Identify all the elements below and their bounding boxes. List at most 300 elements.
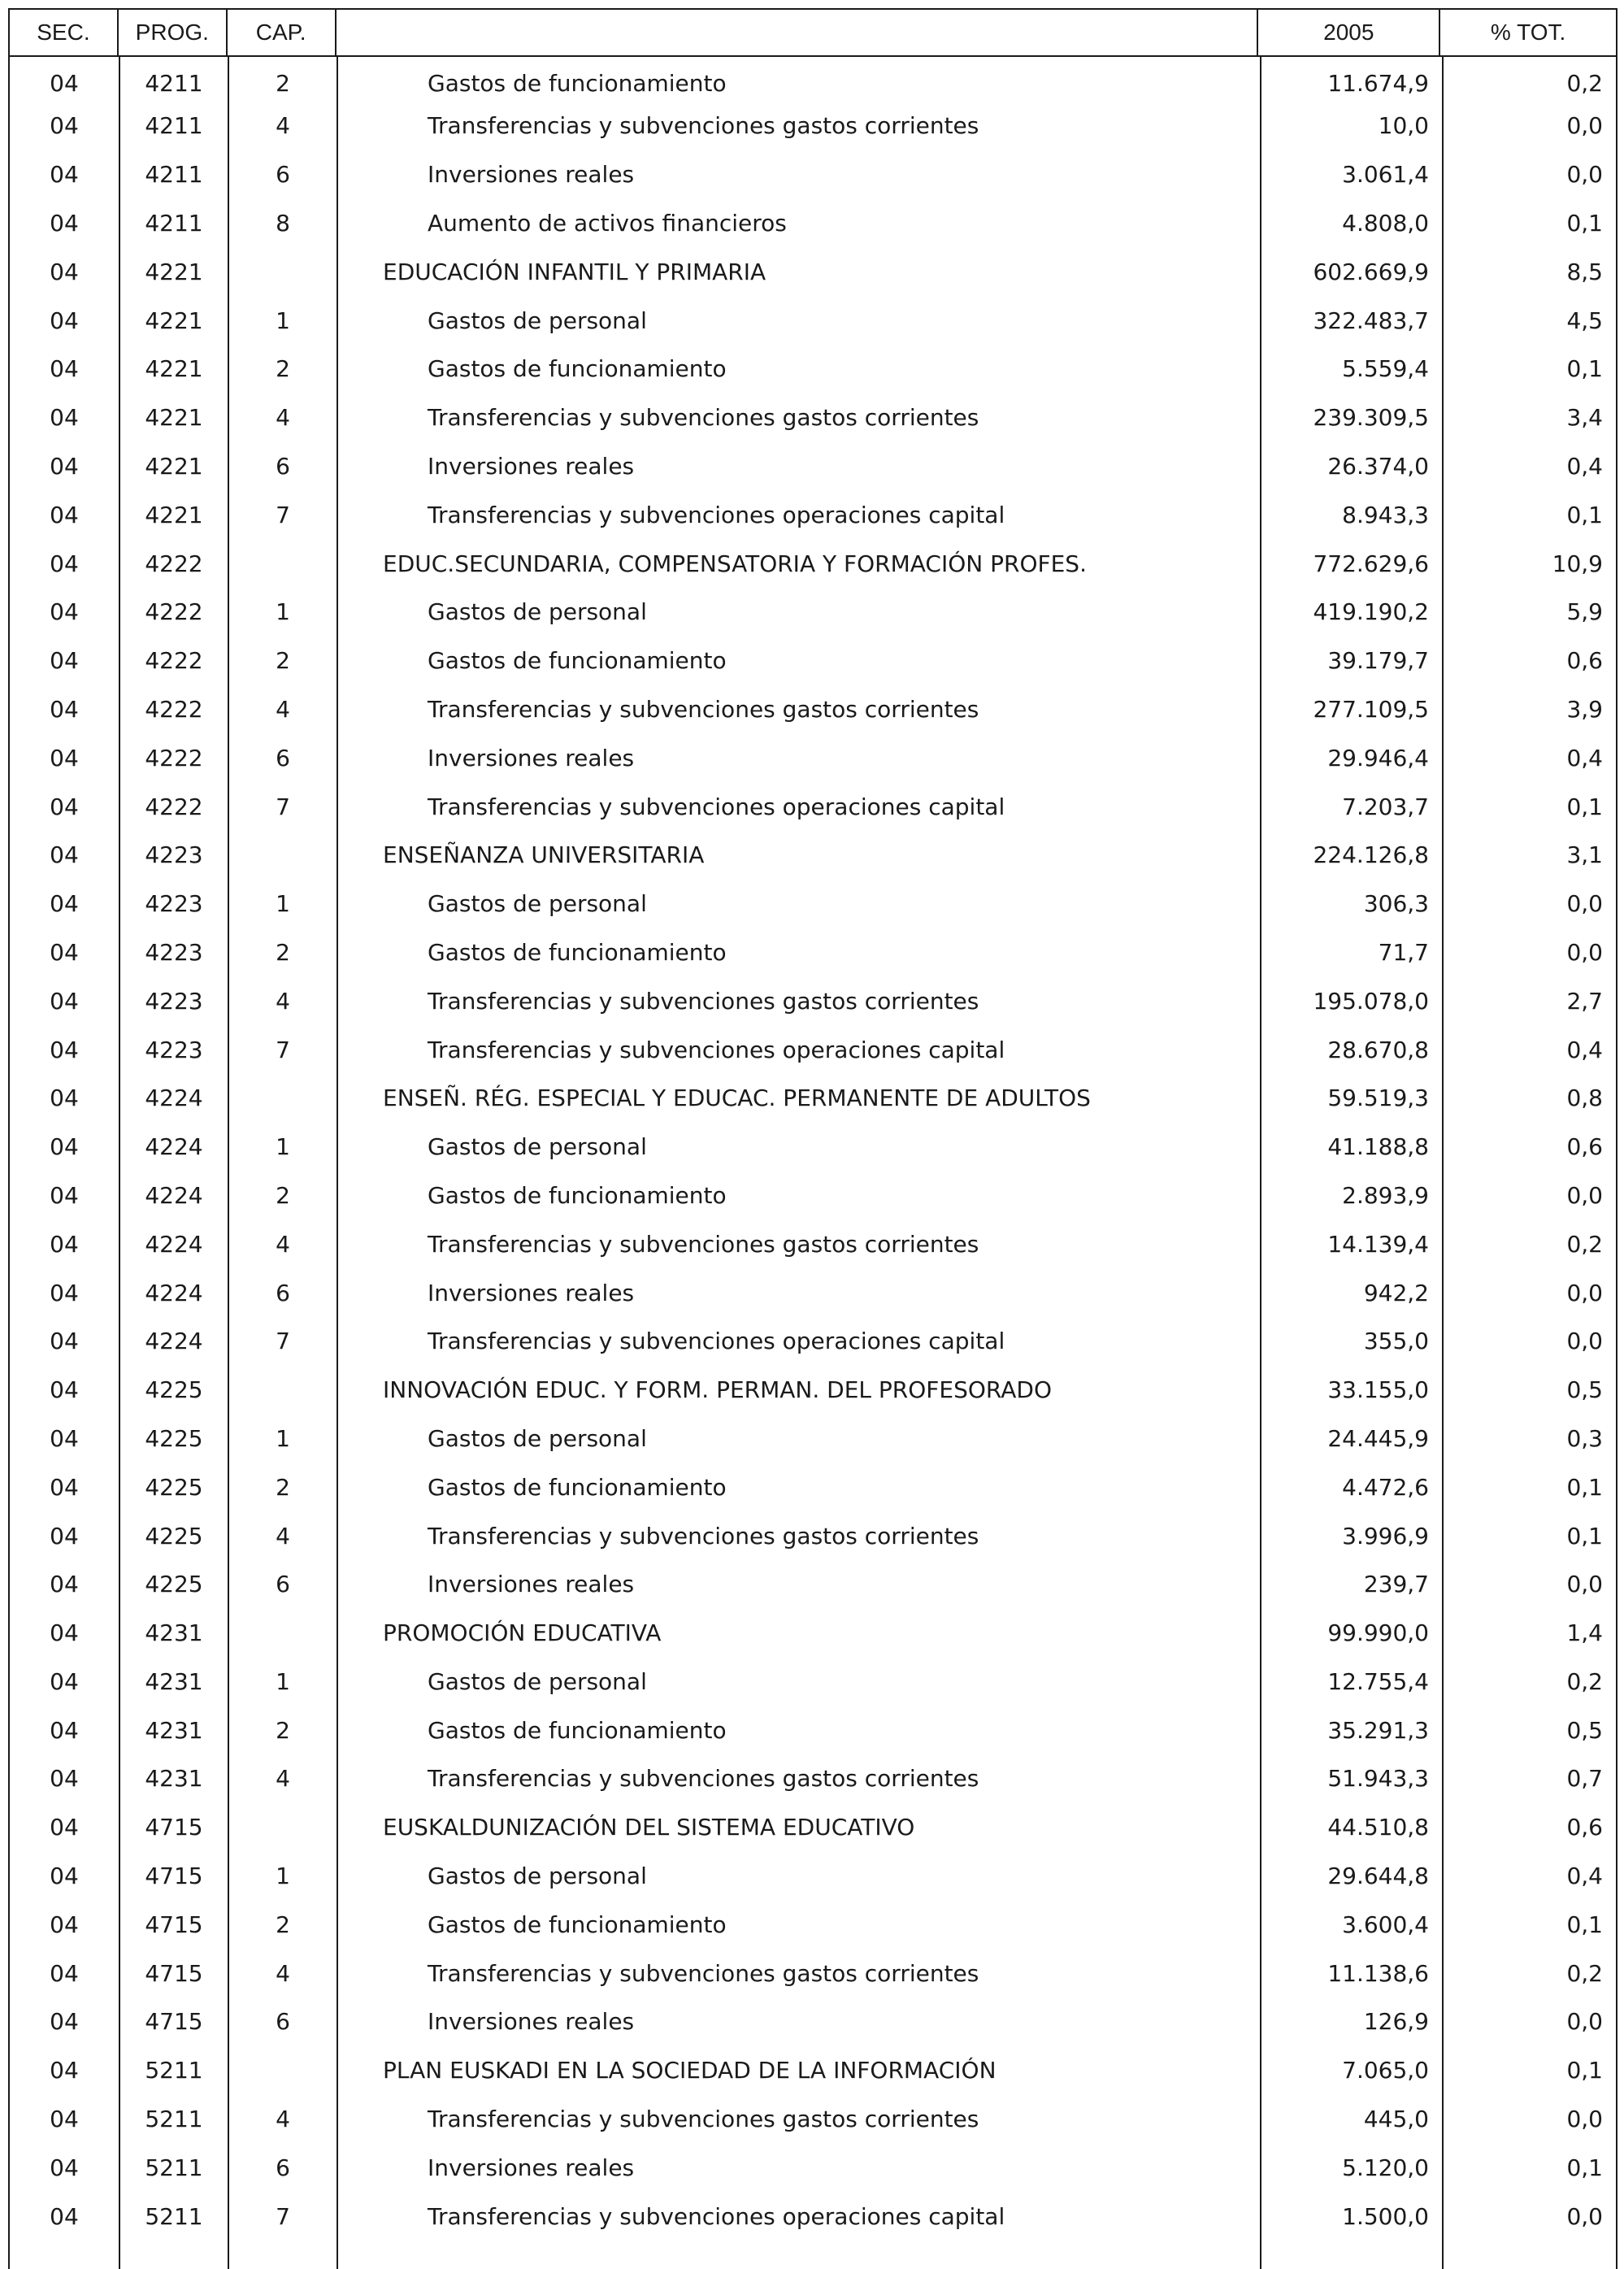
table-row [8, 1458, 1617, 1507]
cell-description [337, 1167, 1260, 1216]
cell-cap [228, 827, 337, 876]
cell-amount: 322.483,7 [1260, 292, 1442, 341]
tail-cell [228, 2236, 337, 2269]
table-row [8, 632, 1617, 681]
chapter-label: Transferencias y subvenciones gastos corrientes [428, 987, 979, 1015]
table-row [8, 1993, 1617, 2042]
cell-description [337, 584, 1260, 632]
cell-cap: 2 [228, 924, 337, 973]
chapter-label: Transferencias y subvenciones operaciones capital [428, 2202, 1005, 2230]
chapter-label: Gastos de personal [428, 1133, 647, 1161]
cell-prog: 4222 [119, 584, 228, 632]
cell-description [337, 632, 1260, 681]
cell-description [337, 389, 1260, 438]
cell-description [337, 681, 1260, 730]
cell-pct: 1,4 [1442, 1605, 1617, 1654]
cell-description [337, 1605, 1260, 1654]
cell-cap: 6 [228, 1993, 337, 2042]
cell-pct: 0,0 [1442, 924, 1617, 973]
cell-cap: 1 [228, 1411, 337, 1459]
cell-amount: 7.203,7 [1260, 778, 1442, 827]
cell-cap: 4 [228, 1507, 337, 1556]
cell-pct: 0,6 [1442, 632, 1617, 681]
cell-cap: 2 [228, 1896, 337, 1945]
cell-cap: 2 [228, 1702, 337, 1750]
cell-cap: 2 [228, 341, 337, 389]
cell-description [337, 2091, 1260, 2140]
cell-cap: 7 [228, 1021, 337, 1070]
cell-cap: 1 [228, 1848, 337, 1897]
cell-sec: 04 [8, 1362, 119, 1411]
chapter-label: Gastos de personal [428, 1863, 647, 1890]
cell-amount: 71,7 [1260, 924, 1442, 973]
table-row [8, 1605, 1617, 1654]
cell-pct: 0,6 [1442, 1799, 1617, 1848]
cell-amount: 277.109,5 [1260, 681, 1442, 730]
cell-prog: 4221 [119, 389, 228, 438]
cell-amount: 44.510,8 [1260, 1799, 1442, 1848]
cell-description [337, 243, 1260, 292]
chapter-label: Transferencias y subvenciones operaciones capital [428, 1036, 1005, 1063]
cell-pct: 0,2 [1442, 57, 1617, 98]
cell-pct: 0,2 [1442, 1654, 1617, 1702]
cell-amount: 51.943,3 [1260, 1750, 1442, 1799]
chapter-label: Inversiones reales [428, 452, 635, 480]
cell-pct: 0,0 [1442, 2091, 1617, 2140]
table-row [8, 1119, 1617, 1167]
cell-pct: 0,0 [1442, 1167, 1617, 1216]
cell-sec: 04 [8, 1702, 119, 1750]
table-row [8, 57, 1617, 98]
chapter-label: Transferencias y subvenciones gastos corrientes [428, 404, 979, 432]
cell-description [337, 438, 1260, 487]
table-row [8, 292, 1617, 341]
cell-amount: 195.078,0 [1260, 972, 1442, 1021]
cell-description [337, 1070, 1260, 1119]
cell-pct: 0,0 [1442, 146, 1617, 195]
cell-description [337, 2042, 1260, 2091]
cell-pct: 8,5 [1442, 243, 1617, 292]
cell-pct: 10,9 [1442, 535, 1617, 584]
table-row [8, 1848, 1617, 1897]
chapter-label: Transferencias y subvenciones gastos corrientes [428, 1959, 979, 1987]
cell-prog: 4223 [119, 827, 228, 876]
cell-amount: 29.644,8 [1260, 1848, 1442, 1897]
cell-amount: 12.755,4 [1260, 1654, 1442, 1702]
cell-cap: 4 [228, 972, 337, 1021]
chapter-label: Gastos de personal [428, 890, 647, 918]
cell-prog: 4224 [119, 1119, 228, 1167]
cell-prog: 4231 [119, 1654, 228, 1702]
cell-amount: 3.061,4 [1260, 146, 1442, 195]
cell-cap: 7 [228, 2188, 337, 2236]
cell-prog: 4223 [119, 924, 228, 973]
table-row [8, 1556, 1617, 1605]
cell-prog: 4211 [119, 98, 228, 146]
cell-sec: 04 [8, 1799, 119, 1848]
cell-pct: 0,0 [1442, 2188, 1617, 2236]
cell-sec: 04 [8, 827, 119, 876]
cell-sec: 04 [8, 535, 119, 584]
cell-sec: 04 [8, 924, 119, 973]
cell-cap: 8 [228, 195, 337, 244]
chapter-label: Inversiones reales [428, 1571, 635, 1598]
chapter-label: Gastos de funcionamiento [428, 1181, 727, 1209]
cell-sec: 04 [8, 972, 119, 1021]
table-continuation [8, 2236, 1617, 2269]
table-row [8, 924, 1617, 973]
program-title: PROMOCIÓN EDUCATIVA [383, 1619, 662, 1647]
cell-amount: 239.309,5 [1260, 389, 1442, 438]
program-title: INNOVACIÓN EDUC. Y FORM. PERMAN. DEL PROFESORADO [383, 1376, 1052, 1404]
cell-pct: 0,0 [1442, 1993, 1617, 2042]
cell-amount: 10,0 [1260, 98, 1442, 146]
table-row [8, 1507, 1617, 1556]
cell-description [337, 1458, 1260, 1507]
cell-amount: 602.669,9 [1260, 243, 1442, 292]
cell-pct: 3,1 [1442, 827, 1617, 876]
table-row [8, 1215, 1617, 1264]
cell-sec: 04 [8, 681, 119, 730]
cell-prog: 4715 [119, 1799, 228, 1848]
cell-amount: 355,0 [1260, 1313, 1442, 1362]
table-row [8, 1945, 1617, 1993]
table-row [8, 438, 1617, 487]
cell-prog: 4225 [119, 1411, 228, 1459]
cell-sec: 04 [8, 1264, 119, 1313]
cell-prog: 4221 [119, 438, 228, 487]
cell-description [337, 195, 1260, 244]
cell-description [337, 827, 1260, 876]
table-row [8, 486, 1617, 535]
chapter-label: Gastos de funcionamiento [428, 647, 727, 675]
cell-prog: 4231 [119, 1605, 228, 1654]
tail-cell [337, 2236, 1260, 2269]
tail-cell [119, 2236, 228, 2269]
cell-prog: 4224 [119, 1264, 228, 1313]
cell-cap: 6 [228, 146, 337, 195]
cell-pct: 0,1 [1442, 1507, 1617, 1556]
chapter-label: Transferencias y subvenciones operaciones capital [428, 793, 1005, 820]
cell-amount: 41.188,8 [1260, 1119, 1442, 1167]
cell-amount: 8.943,3 [1260, 486, 1442, 535]
cell-amount: 1.500,0 [1260, 2188, 1442, 2236]
table-row [8, 195, 1617, 244]
cell-amount: 2.893,9 [1260, 1167, 1442, 1216]
tail-cell [1442, 2236, 1617, 2269]
cell-pct: 0,4 [1442, 1848, 1617, 1897]
cell-pct: 0,0 [1442, 98, 1617, 146]
cell-cap: 4 [228, 681, 337, 730]
cell-pct: 0,2 [1442, 1945, 1617, 1993]
table-row [8, 341, 1617, 389]
chapter-label: Gastos de funcionamiento [428, 1716, 727, 1744]
cell-description [337, 1021, 1260, 1070]
cell-description [337, 1362, 1260, 1411]
cell-sec: 04 [8, 876, 119, 924]
cell-sec: 04 [8, 1654, 119, 1702]
cell-prog: 4221 [119, 243, 228, 292]
cell-sec: 04 [8, 1556, 119, 1605]
chapter-label: Inversiones reales [428, 1279, 635, 1306]
cell-sec: 04 [8, 1750, 119, 1799]
cell-prog: 4222 [119, 729, 228, 778]
cell-prog: 4221 [119, 341, 228, 389]
cell-pct: 0,1 [1442, 195, 1617, 244]
cell-pct: 0,1 [1442, 1458, 1617, 1507]
chapter-label: Inversiones reales [428, 161, 635, 189]
cell-sec: 04 [8, 146, 119, 195]
cell-prog: 4715 [119, 1848, 228, 1897]
cell-pct: 0,6 [1442, 1119, 1617, 1167]
cell-cap: 2 [228, 632, 337, 681]
cell-amount: 11.138,6 [1260, 1945, 1442, 1993]
cell-pct: 0,3 [1442, 1411, 1617, 1459]
header-year: 2005 [1258, 10, 1440, 55]
cell-pct: 0,0 [1442, 1264, 1617, 1313]
program-title: ENSEÑ. RÉG. ESPECIAL Y EDUCAC. PERMANENTE DE ADULTOS [383, 1085, 1091, 1112]
cell-cap: 2 [228, 57, 337, 98]
cell-amount: 24.445,9 [1260, 1411, 1442, 1459]
cell-description [337, 1556, 1260, 1605]
cell-pct: 0,5 [1442, 1702, 1617, 1750]
cell-amount: 239,7 [1260, 1556, 1442, 1605]
cell-description [337, 2139, 1260, 2188]
cell-prog: 4222 [119, 778, 228, 827]
table-row [8, 1750, 1617, 1799]
cell-pct: 2,7 [1442, 972, 1617, 1021]
program-title: ENSEÑANZA UNIVERSITARIA [383, 841, 705, 869]
cell-description [337, 1702, 1260, 1750]
cell-description [337, 57, 1260, 98]
cell-pct: 0,7 [1442, 1750, 1617, 1799]
cell-description [337, 1896, 1260, 1945]
program-title: EUSKALDUNIZACIÓN DEL SISTEMA EDUCATIVO [383, 1814, 915, 1841]
cell-prog: 5211 [119, 2091, 228, 2140]
cell-pct: 0,1 [1442, 486, 1617, 535]
cell-cap: 1 [228, 1654, 337, 1702]
cell-prog: 4222 [119, 632, 228, 681]
cell-description [337, 1945, 1260, 1993]
chapter-label: Transferencias y subvenciones operaciones capital [428, 501, 1005, 528]
cell-amount: 39.179,7 [1260, 632, 1442, 681]
cell-sec: 04 [8, 1411, 119, 1459]
cell-sec: 04 [8, 57, 119, 98]
cell-prog: 4211 [119, 57, 228, 98]
cell-sec: 04 [8, 292, 119, 341]
cell-pct: 0,2 [1442, 1215, 1617, 1264]
cell-description [337, 1848, 1260, 1897]
cell-cap: 6 [228, 1556, 337, 1605]
cell-amount: 99.990,0 [1260, 1605, 1442, 1654]
cell-amount: 11.674,9 [1260, 57, 1442, 98]
cell-sec: 04 [8, 2139, 119, 2188]
cell-description [337, 1507, 1260, 1556]
chapter-label: Gastos de funcionamiento [428, 69, 727, 97]
cell-prog: 4223 [119, 1021, 228, 1070]
cell-cap: 7 [228, 486, 337, 535]
chapter-label: Gastos de personal [428, 1424, 647, 1452]
cell-cap [228, 1070, 337, 1119]
cell-pct: 0,0 [1442, 1313, 1617, 1362]
chapter-label: Transferencias y subvenciones gastos corrientes [428, 1765, 979, 1793]
table-row [8, 1654, 1617, 1702]
cell-pct: 0,1 [1442, 341, 1617, 389]
table-row [8, 2091, 1617, 2140]
cell-prog: 4225 [119, 1362, 228, 1411]
cell-cap: 7 [228, 1313, 337, 1362]
cell-description [337, 146, 1260, 195]
table-row [8, 876, 1617, 924]
table-row [8, 2042, 1617, 2091]
cell-description [337, 729, 1260, 778]
chapter-label: Gastos de personal [428, 1667, 647, 1695]
chapter-label: Transferencias y subvenciones operaciones capital [428, 1328, 1005, 1355]
chapter-label: Gastos de funcionamiento [428, 1910, 727, 1938]
cell-description [337, 1264, 1260, 1313]
chapter-label: Aumento de activos financieros [428, 209, 787, 237]
header-cap: CAP. [228, 10, 337, 55]
table-row [8, 98, 1617, 146]
table-row [8, 584, 1617, 632]
cell-description [337, 778, 1260, 827]
cell-cap: 4 [228, 2091, 337, 2140]
table-row [8, 729, 1617, 778]
table-row [8, 389, 1617, 438]
cell-prog: 4225 [119, 1458, 228, 1507]
table-row [8, 535, 1617, 584]
table-row [8, 1362, 1617, 1411]
table-row [8, 827, 1617, 876]
cell-pct: 3,9 [1442, 681, 1617, 730]
cell-sec: 04 [8, 195, 119, 244]
cell-description [337, 292, 1260, 341]
cell-prog: 4221 [119, 292, 228, 341]
cell-description [337, 876, 1260, 924]
program-title: PLAN EUSKADI EN LA SOCIEDAD DE LA INFORMACIÓN [383, 2057, 997, 2084]
cell-prog: 4223 [119, 972, 228, 1021]
cell-prog: 4231 [119, 1750, 228, 1799]
cell-sec: 04 [8, 98, 119, 146]
cell-amount: 33.155,0 [1260, 1362, 1442, 1411]
table-row [8, 1070, 1617, 1119]
table-row [8, 1411, 1617, 1459]
cell-description [337, 2188, 1260, 2236]
header-prog: PROG. [119, 10, 228, 55]
cell-amount: 7.065,0 [1260, 2042, 1442, 2091]
cell-amount: 224.126,8 [1260, 827, 1442, 876]
cell-prog: 4231 [119, 1702, 228, 1750]
cell-description [337, 972, 1260, 1021]
cell-amount: 28.670,8 [1260, 1021, 1442, 1070]
cell-cap [228, 1362, 337, 1411]
chapter-label: Inversiones reales [428, 2154, 635, 2181]
header-sec: SEC. [10, 10, 119, 55]
table-row [8, 1799, 1617, 1848]
table-row [8, 243, 1617, 292]
cell-sec: 04 [8, 1070, 119, 1119]
cell-description [337, 341, 1260, 389]
chapter-label: Inversiones reales [428, 2008, 635, 2036]
cell-sec: 04 [8, 778, 119, 827]
cell-cap: 4 [228, 1945, 337, 1993]
cell-description [337, 98, 1260, 146]
cell-prog: 4225 [119, 1556, 228, 1605]
table-row [8, 681, 1617, 730]
cell-prog: 4223 [119, 876, 228, 924]
cell-prog: 5211 [119, 2042, 228, 2091]
chapter-label: Gastos de funcionamiento [428, 1473, 727, 1501]
cell-description [337, 1993, 1260, 2042]
cell-cap [228, 2042, 337, 2091]
cell-amount: 419.190,2 [1260, 584, 1442, 632]
header-pct: % TOT. [1490, 20, 1566, 45]
cell-sec: 04 [8, 1021, 119, 1070]
table-row [8, 2139, 1617, 2188]
cell-pct: 0,8 [1442, 1070, 1617, 1119]
cell-pct: 5,9 [1442, 584, 1617, 632]
cell-prog: 4224 [119, 1215, 228, 1264]
cell-sec: 04 [8, 1215, 119, 1264]
header-description [337, 10, 1259, 55]
chapter-label: Transferencias y subvenciones gastos corrientes [428, 1230, 979, 1258]
program-title: EDUCACIÓN INFANTIL Y PRIMARIA [383, 258, 766, 285]
cell-prog: 4211 [119, 146, 228, 195]
cell-amount: 4.472,6 [1260, 1458, 1442, 1507]
cell-description [337, 1119, 1260, 1167]
cell-cap: 2 [228, 1458, 337, 1507]
cell-sec: 04 [8, 1507, 119, 1556]
cell-cap: 1 [228, 876, 337, 924]
cell-cap [228, 535, 337, 584]
cell-description [337, 535, 1260, 584]
table-row [8, 1313, 1617, 1362]
chapter-label: Gastos de personal [428, 306, 647, 334]
cell-pct: 0,1 [1442, 2139, 1617, 2188]
cell-sec: 04 [8, 1848, 119, 1897]
cell-prog: 5211 [119, 2188, 228, 2236]
tail-cell [8, 2236, 119, 2269]
cell-cap: 6 [228, 438, 337, 487]
cell-prog: 4224 [119, 1313, 228, 1362]
table-row [8, 1021, 1617, 1070]
table-body [8, 57, 1617, 2236]
cell-sec: 04 [8, 2188, 119, 2236]
cell-cap: 1 [228, 292, 337, 341]
cell-pct: 0,1 [1442, 1896, 1617, 1945]
cell-prog: 4221 [119, 486, 228, 535]
cell-cap [228, 1605, 337, 1654]
table-row [8, 1896, 1617, 1945]
cell-sec: 04 [8, 1945, 119, 1993]
cell-cap [228, 1799, 337, 1848]
cell-amount: 59.519,3 [1260, 1070, 1442, 1119]
chapter-label: Transferencias y subvenciones gastos corrientes [428, 1522, 979, 1550]
table-row [8, 2188, 1617, 2236]
cell-amount: 26.374,0 [1260, 438, 1442, 487]
cell-cap: 1 [228, 1119, 337, 1167]
cell-sec: 04 [8, 1605, 119, 1654]
budget-table [8, 8, 1617, 2269]
cell-cap: 6 [228, 1264, 337, 1313]
cell-sec: 04 [8, 1167, 119, 1216]
cell-amount: 445,0 [1260, 2091, 1442, 2140]
cell-amount: 4.808,0 [1260, 195, 1442, 244]
cell-sec: 04 [8, 2042, 119, 2091]
cell-prog: 4715 [119, 1896, 228, 1945]
chapter-label: Transferencias y subvenciones gastos corrientes [428, 112, 979, 140]
cell-amount: 29.946,4 [1260, 729, 1442, 778]
